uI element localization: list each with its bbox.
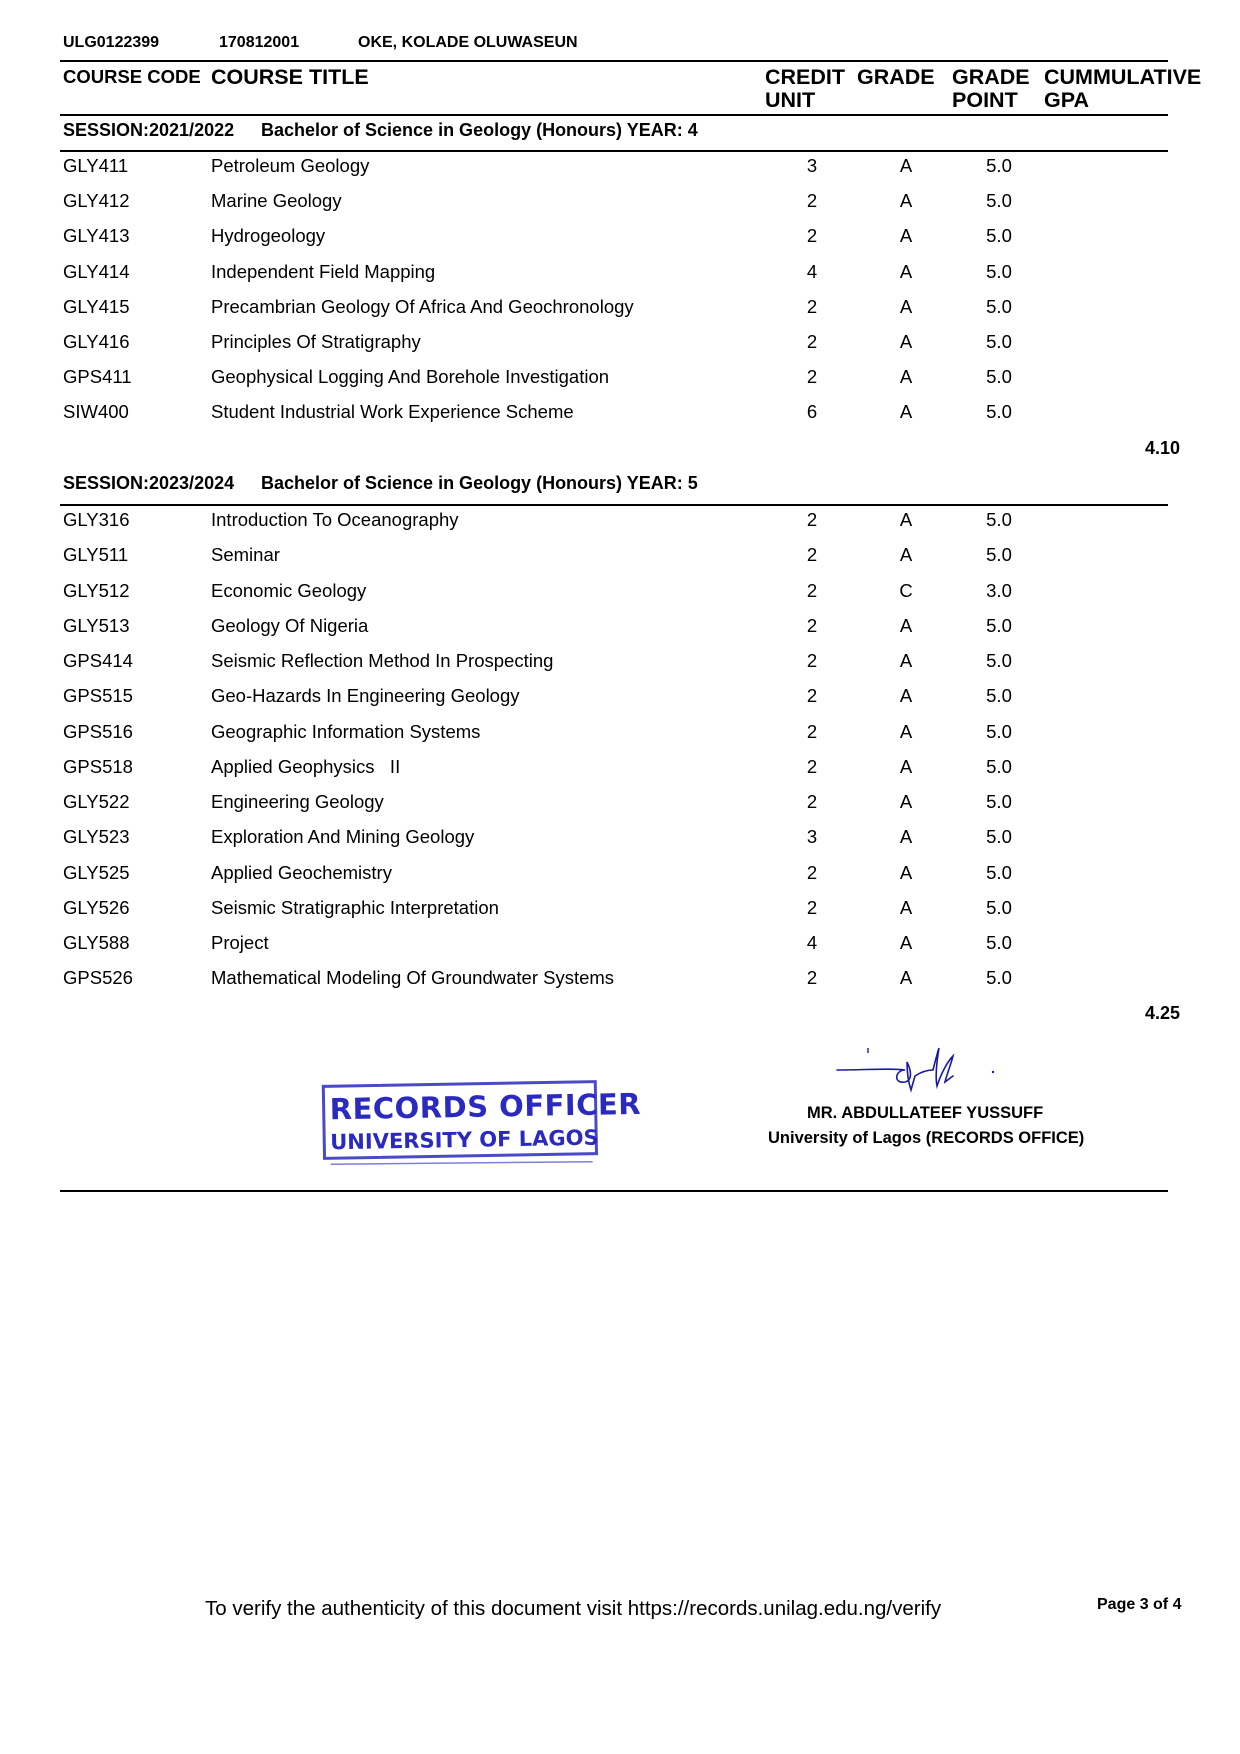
grade-point: 5.0	[986, 331, 1012, 352]
grade: A	[899, 331, 913, 352]
course-code: GLY526	[63, 896, 130, 918]
grade-point: 5.0	[986, 720, 1012, 742]
course-code: GPS516	[63, 720, 133, 742]
col-grade-point-line1: GRADE	[952, 65, 1030, 89]
credit-unit: 2	[806, 225, 818, 247]
course-title: Project	[211, 932, 269, 953]
session-rule	[60, 504, 1168, 506]
grade: A	[899, 861, 913, 883]
credit-unit: 3	[806, 155, 818, 176]
credit-unit: 2	[806, 190, 818, 212]
signature-section-rule	[60, 1190, 1168, 1192]
grade-point: 5.0	[986, 614, 1012, 636]
session-program: Bachelor of Science in Geology (Honours) YEAR: 5	[261, 473, 698, 493]
course-code: GLY413	[63, 225, 130, 247]
grade-point: 5.0	[986, 826, 1012, 848]
grade: A	[899, 685, 913, 707]
course-title: Geographic Information Systems	[211, 720, 481, 742]
course-title: Precambrian Geology Of Africa And Geochronology	[211, 295, 634, 317]
session-rule	[60, 150, 1168, 152]
course-title: Petroleum Geology	[211, 155, 370, 176]
grade: A	[899, 720, 913, 742]
credit-unit: 2	[806, 331, 818, 352]
col-cgpa-line1: CUMMULATIVE	[1044, 65, 1202, 89]
course-title: Seminar	[211, 544, 280, 566]
verify-notice: To verify the authenticity of this document visit https://records.unilag.edu.ng/verify	[205, 1597, 942, 1620]
course-code: GPS526	[63, 967, 133, 989]
matric-ref: ULG0122399	[63, 34, 160, 51]
course-code: GPS518	[63, 755, 133, 777]
course-code: GLY412	[63, 190, 130, 212]
page-number: Page 3 of 4	[1097, 1596, 1182, 1613]
col-grade: GRADE	[857, 65, 935, 89]
grade-point: 5.0	[986, 791, 1012, 812]
header-top-rule	[60, 60, 1168, 62]
course-title: Hydrogeology	[211, 225, 326, 247]
grade-point: 5.0	[986, 190, 1012, 212]
cumulative-gpa-value: 4.25	[1144, 1003, 1180, 1023]
student-name: OKE, KOLADE OLUWASEUN	[358, 34, 578, 51]
student-number: 170812001	[219, 34, 300, 51]
grade: A	[899, 544, 913, 566]
stamp-line2: UNIVERSITY OF LAGOS	[330, 1125, 599, 1155]
signatory-office: University of Lagos (RECORDS OFFICE)	[768, 1129, 1085, 1147]
course-title: Seismic Reflection Method In Prospecting	[211, 650, 554, 671]
grade-point: 5.0	[986, 509, 1012, 530]
col-credit-unit-line1: CREDIT	[765, 65, 846, 89]
credit-unit: 2	[806, 650, 818, 671]
credit-unit: 2	[806, 579, 818, 601]
course-title: Engineering Geology	[211, 791, 384, 812]
course-title: Principles Of Stratigraphy	[211, 331, 421, 352]
credit-unit: 2	[806, 967, 818, 989]
course-code: GLY414	[63, 260, 130, 282]
course-code: GLY525	[63, 861, 130, 883]
grade-point: 5.0	[986, 366, 1012, 388]
course-code: GLY511	[63, 544, 129, 566]
grade-point: 5.0	[986, 295, 1012, 317]
course-title: Exploration And Mining Geology	[211, 826, 475, 848]
course-code: GLY588	[63, 932, 130, 953]
course-title: Student Industrial Work Experience Scheme	[211, 401, 574, 423]
credit-unit: 4	[806, 932, 818, 953]
grade-point: 5.0	[986, 225, 1012, 247]
signatory-name: MR. ABDULLATEEF YUSSUFF	[807, 1104, 1044, 1122]
col-credit-unit-line2: UNIT	[765, 88, 816, 112]
course-title: Independent Field Mapping	[211, 260, 436, 282]
grade-point: 5.0	[986, 650, 1012, 671]
credit-unit: 3	[806, 826, 818, 848]
header-bottom-rule	[60, 114, 1168, 116]
grade: A	[899, 932, 913, 953]
credit-unit: 2	[806, 509, 818, 530]
grade-point: 5.0	[986, 401, 1012, 423]
credit-unit: 2	[806, 295, 818, 317]
course-code: GLY411	[63, 155, 129, 176]
credit-unit: 2	[806, 791, 818, 812]
grade: A	[899, 614, 913, 636]
credit-unit: 2	[806, 755, 818, 777]
course-title: Geophysical Logging And Borehole Investigation	[211, 366, 610, 388]
grade: A	[899, 791, 913, 812]
signature-mark	[835, 1040, 1015, 1096]
course-title: Applied Geochemistry	[211, 861, 392, 883]
course-code: GLY512	[63, 579, 130, 601]
grade: A	[899, 650, 913, 671]
course-code: GLY522	[63, 791, 130, 812]
grade-point: 5.0	[986, 685, 1012, 707]
col-cgpa-line2: GPA	[1044, 88, 1089, 112]
grade: A	[899, 155, 913, 176]
credit-unit: 2	[806, 896, 818, 918]
course-code: GLY316	[63, 509, 130, 530]
credit-unit: 2	[806, 366, 818, 388]
stamp-line1: RECORDS OFFICER	[329, 1086, 642, 1127]
session-label: SESSION:2021/2022	[63, 120, 235, 140]
course-code: GLY415	[63, 295, 130, 317]
grade: A	[899, 967, 913, 989]
grade: A	[899, 826, 913, 848]
course-code: GPS515	[63, 685, 133, 707]
credit-unit: 2	[806, 685, 818, 707]
credit-unit: 2	[806, 614, 818, 636]
grade-point: 5.0	[986, 967, 1012, 989]
grade-point: 5.0	[986, 755, 1012, 777]
credit-unit: 2	[806, 720, 818, 742]
col-course-code: COURSE CODE	[63, 66, 201, 87]
course-title: Geo-Hazards In Engineering Geology	[211, 685, 520, 707]
records-officer-stamp	[319, 1076, 642, 1177]
course-title: Economic Geology	[211, 579, 367, 601]
course-title: Geology Of Nigeria	[211, 614, 369, 636]
credit-unit: 2	[806, 544, 818, 566]
col-course-title: COURSE TITLE	[211, 65, 369, 89]
credit-unit: 6	[806, 401, 818, 423]
course-code: GLY416	[63, 331, 130, 352]
course-title: Seismic Stratigraphic Interpretation	[211, 896, 499, 918]
course-code: GPS411	[63, 366, 132, 388]
grade-point: 5.0	[986, 155, 1012, 176]
grade-point: 5.0	[986, 544, 1012, 566]
grade-point: 5.0	[986, 896, 1012, 918]
course-code: SIW400	[63, 401, 129, 423]
col-grade-point	[952, 66, 1030, 112]
grade-point: 5.0	[986, 861, 1012, 883]
session-label: SESSION:2023/2024	[63, 473, 235, 493]
grade: A	[899, 260, 913, 282]
grade: A	[899, 509, 913, 530]
course-code: GLY523	[63, 826, 130, 848]
col-grade-point-line2: POINT	[952, 88, 1018, 112]
grade-point: 5.0	[986, 932, 1012, 953]
grade-point: 3.0	[986, 579, 1012, 601]
grade: C	[899, 579, 913, 601]
course-title: Applied Geophysics II	[211, 755, 401, 777]
grade: A	[899, 896, 913, 918]
course-title: Marine Geology	[211, 190, 342, 212]
grade-point: 5.0	[986, 260, 1012, 282]
credit-unit: 2	[806, 861, 818, 883]
course-title: Mathematical Modeling Of Groundwater Systems	[211, 967, 615, 989]
grade: A	[899, 190, 913, 212]
grade: A	[899, 755, 913, 777]
grade: A	[899, 401, 913, 423]
col-cumulative-gpa	[1044, 66, 1201, 112]
session-program: Bachelor of Science in Geology (Honours) YEAR: 4	[261, 120, 698, 140]
course-title: Introduction To Oceanography	[211, 509, 459, 530]
grade: A	[899, 225, 913, 247]
col-credit-unit	[765, 66, 845, 112]
credit-unit: 4	[806, 260, 818, 282]
course-code: GLY513	[63, 614, 130, 636]
grade: A	[899, 366, 913, 388]
course-code: GPS414	[63, 650, 133, 671]
cumulative-gpa-value: 4.10	[1144, 438, 1180, 458]
grade: A	[899, 295, 913, 317]
